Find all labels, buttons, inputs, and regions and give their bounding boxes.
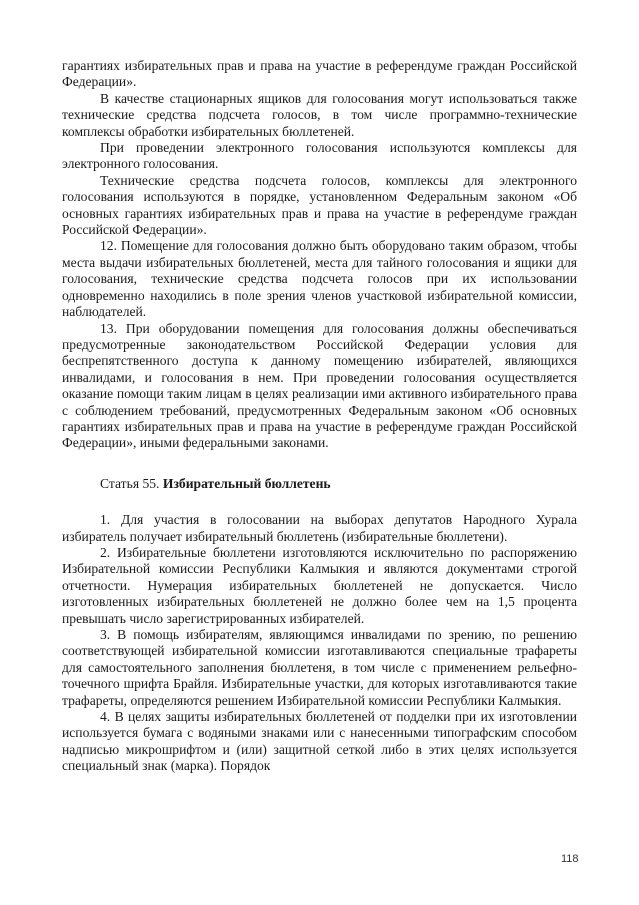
paragraph-item-12: 12. Помещение для голосования должно быть оборудовано таким образом, чтобы места выдачи избирательных бюллетеней, места для тайного голосования и ящики для голосования, технические средства подсчета голосов при их использовании одновременно находились в поле зрения членов участковой избирательной комиссии, наблюдателей.: [62, 238, 577, 320]
article-number: Статья 55.: [100, 475, 160, 491]
paragraph-item-2: 2. Избирательные бюллетени изготовляются исключительно по распоряжению Избирательной комиссии Республики Калмыкия и являются документами строгой отчетности. Нумерация избирательных бюллетеней не допускается. Число изготовленных избирательных бюллетеней не должно более чем на 1,5 процента превышать число зарегистрированных избирателей.: [62, 544, 577, 626]
paragraph-item-4: 4. В целях защиты избирательных бюллетеней от подделки при их изготовлении используется бумага с водяными знаками или с нанесенными типографским способом надписью микрошрифтом и (или) защитной сеткой либо в этих целях используется специальный знак (марка). Порядок: [62, 709, 577, 774]
paragraph: При проведении электронного голосования используются комплексы для электронного голосования.: [62, 140, 577, 172]
paragraph-item-1: 1. Для участия в голосовании на выборах депутатов Народного Хурала избиратель получает избирательный бюллетень (избирательные бюллетени).: [62, 512, 577, 544]
document-body: [62, 58, 577, 775]
paragraph-continuation: гарантиях избирательных прав и права на участие в референдуме граждан Российской Федерации».: [62, 58, 577, 90]
paragraph: В качестве стационарных ящиков для голосования могут использоваться также технические средства подсчета голосов, в том числе программно-технические комплексы обработки избирательных бюллетеней.: [62, 90, 577, 139]
paragraph-item-3: 3. В помощь избирателям, являющимся инвалидами по зрению, по решению соответствующей избирательной комиссии изготавливаются специальные трафареты для самостоятельного заполнения бюллетеня, в том числе с применением рельефно-точечного шрифта Брайля. Избирательные участки, для которых изготавливаются такие трафареты, определяются решением Избирательной комиссии Республики Калмыкия.: [62, 627, 577, 708]
paragraph: Технические средства подсчета голосов, комплексы для электронного голосования используются в порядке, установленном Федеральным законом «Об основных гарантиях избирательных прав и права на участие в референдуме граждан Российской Федерации».: [62, 172, 577, 238]
page-number: 118: [561, 853, 579, 865]
article-title: Избирательный бюллетень: [162, 475, 331, 491]
article-heading: [62, 476, 577, 492]
paragraph-item-13: 13. При оборудовании помещения для голосования должны обеспечиваться предусмотренные законодательством Российской Федерации условия для беспрепятственного доступа к данному помещению избирателей, являющихся инвалидами, и голосования в нем. При проведении голосования осуществляется оказание помощи таким лицам в целях реализации ими активного избирательного права с соблюдением требований, предусмотренных Федеральным законом «Об основных гарантиях избирательных прав и права на участие в референдуме граждан Российской Федерации», иными федеральными законами.: [62, 320, 577, 451]
